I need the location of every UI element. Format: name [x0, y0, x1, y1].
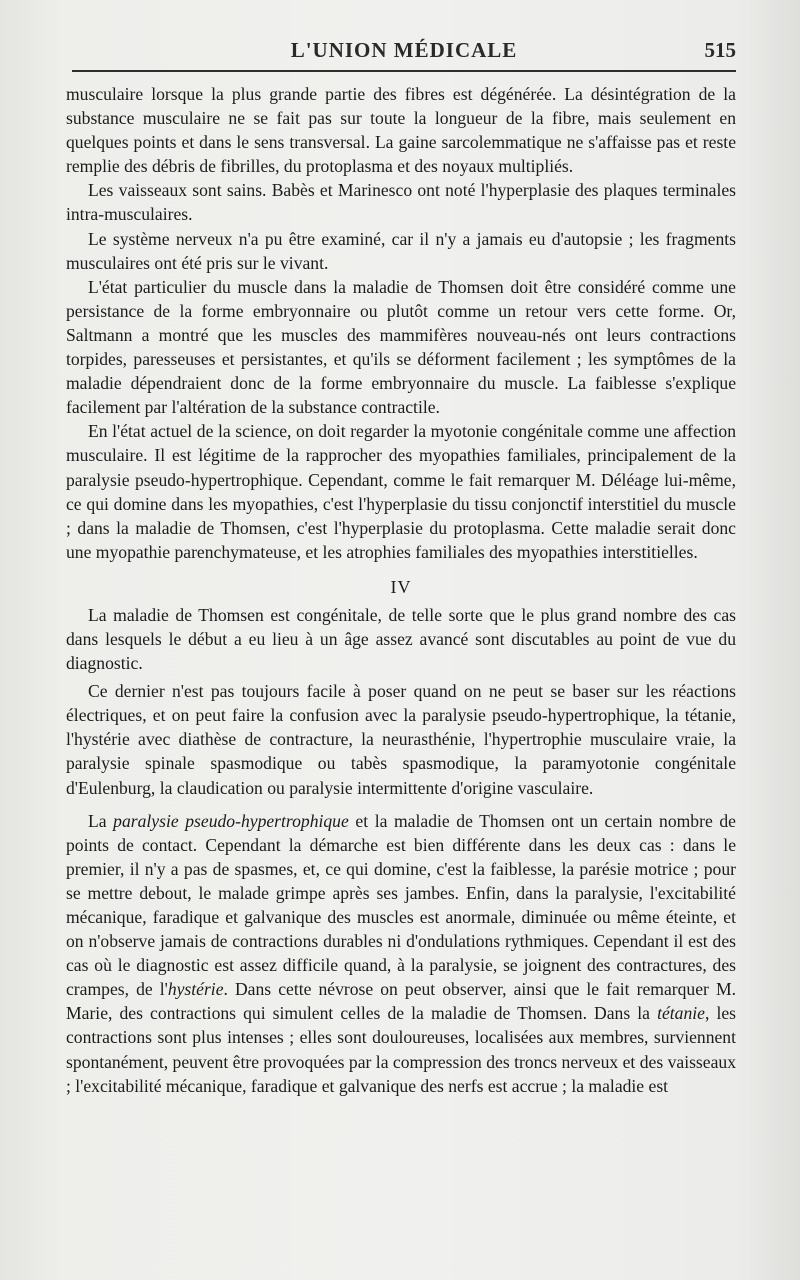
body-text	[66, 82, 736, 1098]
paragraph-lead: La	[88, 810, 107, 831]
paragraph-continuation: musculaire lorsque la plus grande partie des fibres est dégénérée. La désintégration de la substance musculaire ne se fait pas sur toute la longueur de la fibre, mais seulement en quelques points et dans le sens transversal. La gaine sarcolemmatique ne s'affaisse pas et reste remplie des débris de fibrilles, du protoplasma et des noyaux multipliés.	[66, 84, 736, 177]
paragraph-muscle-state: L'état particulier du muscle dans la maladie de Thomsen doit être considéré comme une persistance de la forme embryonnaire ou plutôt comme un retour vers cette forme. Or, Saltmann a montré que les muscles des mammifères nouveau-nés ont leurs contractions torpides, paresseuses et persistantes, et qu'ils se déforment facilement ; les symptômes de la maladie dépendraient donc de la forme embryonnaire du muscle. La faiblesse s'explique facilement par l'altération de la substance contractile.	[66, 276, 736, 418]
page-header	[72, 38, 736, 70]
paragraph-paralysis	[66, 809, 736, 1098]
paragraph-vessels: Les vaisseaux sont sains. Babès et Marinesco ont noté l'hyperplasie des plaques terminales intra-musculaires.	[66, 180, 736, 225]
running-title: L'UNION MÉDICALE	[290, 38, 518, 62]
page-number: 515	[704, 38, 736, 62]
paragraph-end: , les contractions sont plus intenses ; elles sont douloureuses, localisées aux membres, surviennent spontanément, peuvent être provoquées par la compression des troncs nerveux et des vaisseaux ; l'excitabilité mécanique, faradique et galvanique des nerfs est accrue ; la maladie est	[66, 1003, 737, 1096]
paragraph-nervous-system: Le système nerveux n'a pu être examiné, car il n'y a jamais eu d'autopsie ; les fragments musculaires ont été pris sur le vivant.	[66, 228, 736, 273]
term-tetanie: tétanie	[657, 1003, 705, 1024]
section-heading: IV	[390, 576, 412, 597]
paragraph-middle: et la maladie de Thomsen ont un certain nombre de points de contact. Cependant la démarche est bien différente dans les deux cas : dans le premier, il n'y a pas de spasmes, et, ce qui domine, c'est la faiblesse, la parésie motrice ; pour se mettre debout, le malade grimpe après ses jambes. Enfin, dans la paralysie, l'excitabilité mécanique, faradique et galvanique des muscles est anormale, diminuée ou même éteinte, et on n'observe jamais de contractions durables ni d'ondulations rythmiques. Cependant il est des cas où le diagnostic est assez difficile quand, à la paralysie, se joignent des contractures, des crampes, de l'	[66, 810, 736, 1000]
term-paralysie: paralysie pseudo-hypertrophique	[113, 810, 349, 831]
term-hysterie: hystérie	[167, 979, 224, 1000]
paragraph-congenital: La maladie de Thomsen est congénitale, de telle sorte que le plus grand nombre des cas dans lesquels le début a eu lieu à un âge assez avancé sont discutables au point de vue du diagnostic.	[66, 604, 736, 674]
header-rule	[72, 70, 736, 72]
paragraph-current-state: En l'état actuel de la science, on doit regarder la myotonie congénitale comme une affection musculaire. Il est légitime de la rapprocher des myopathies familiales, principalement de la paralysie pseudo-hypertrophique. Cependant, comme le fait remarquer M. Déléage lui-même, ce qui domine dans les myopathies, c'est l'hyperplasie du tissu conjonctif interstitiel du muscle ; dans la maladie de Thomsen, c'est l'hyperplasie du protoplasma. Cette maladie serait donc une myopathie parenchymateuse, et les atrophies familiales des myopathies interstitielles.	[66, 421, 736, 562]
paragraph-diagnosis: Ce dernier n'est pas toujours facile à poser quand on ne peut se baser sur les réactions électriques, et on peut faire la confusion avec la paralysie pseudo-hypertrophique, la tétanie, l'hystérie avec diathèse de contracture, la neurasthénie, l'hypertrophie musculaire vraie, la paralysie spinale spasmodique ou tabès spasmodique, la paramyotonie congénitale d'Eulenburg, la claudication ou paralysie intermittente d'origine vasculaire.	[66, 681, 736, 798]
paragraph-middle-2: . Dans cette névrose on peut observer, ainsi que le fait remarquer M. Marie, des contractions qui simulent celles de la maladie de Thomsen. Dans la	[66, 979, 736, 1024]
